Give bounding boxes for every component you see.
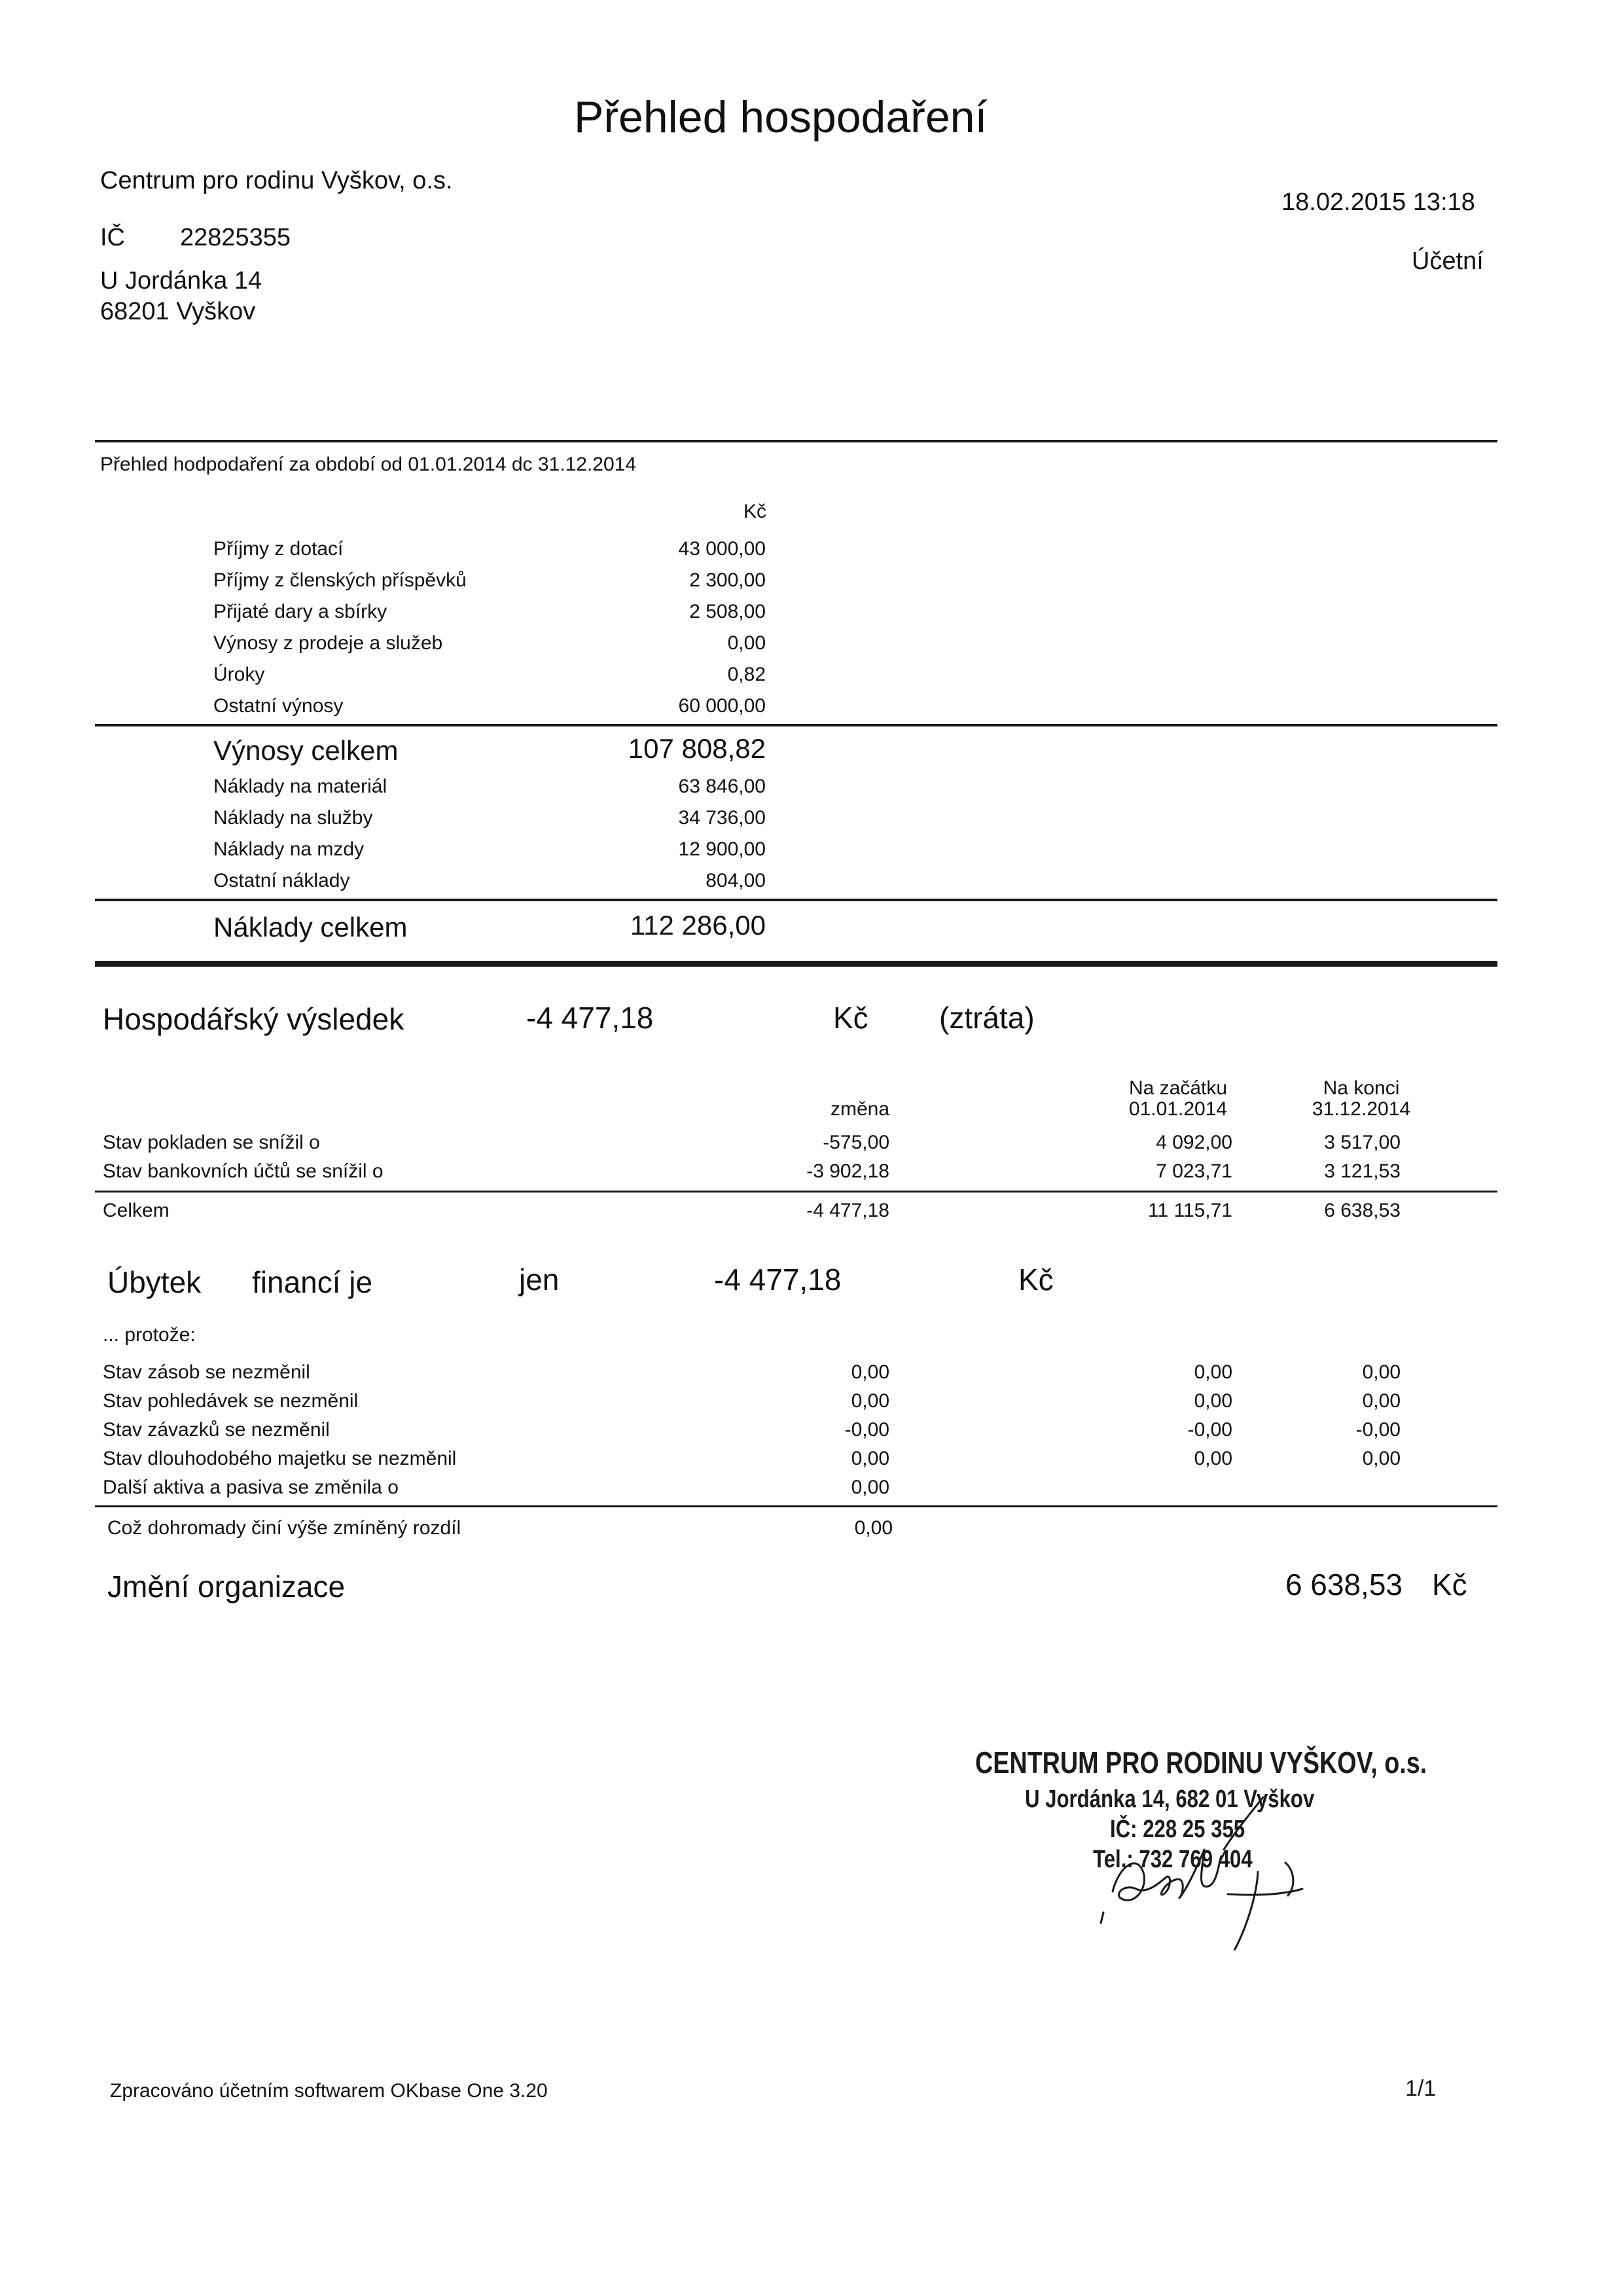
col-start-1: Na začátku <box>1128 1077 1228 1099</box>
revenues-total-value: 107 808,82 <box>628 733 766 764</box>
divider <box>95 899 1497 901</box>
cost-label: Náklady na mzdy <box>213 838 365 860</box>
org-city: 68201 Vyškov <box>100 298 256 325</box>
revenues-total-label: Výnosy celkem <box>213 735 399 766</box>
footer-software: Zpracováno účetním softwarem OKbase One 3.20 <box>110 2080 548 2102</box>
divider <box>95 440 1497 442</box>
explain-total-change: 0,00 <box>854 1517 893 1539</box>
cash-row-label: Stav bankovních účtů se snížil o <box>103 1160 384 1182</box>
explain-row-label: Stav závazků se nezměnil <box>103 1419 330 1441</box>
col-end-2: 31.12.2014 <box>1312 1098 1411 1120</box>
revenue-label: Úroky <box>213 664 265 685</box>
stamp-line-4: Tel.: 732 769 404 <box>1093 1846 1253 1873</box>
explain-row-start: 0,00 <box>1194 1361 1232 1383</box>
revenue-value: 2 508,00 <box>689 601 766 622</box>
decrease-word-2: financí je <box>252 1265 373 1299</box>
divider <box>95 724 1497 726</box>
explain-row-end: -0,00 <box>1355 1419 1401 1441</box>
report-mode: Účetní <box>1412 247 1484 275</box>
cash-row-start: 4 092,00 <box>1156 1132 1232 1153</box>
because-text: ... protože: <box>103 1324 196 1346</box>
revenue-label: Přijaté dary a sbírky <box>213 601 387 622</box>
stamp-line-1: CENTRUM PRO RODINU VYŠKOV, o.s. <box>975 1746 1427 1780</box>
explain-row-change: 0,00 <box>851 1361 889 1383</box>
result-note: (ztráta) <box>939 1001 1035 1035</box>
cash-row-end: 3 121,53 <box>1324 1160 1401 1182</box>
cost-value: 804,00 <box>706 870 766 891</box>
org-ic-value: 22825355 <box>180 224 291 251</box>
cost-value: 63 846,00 <box>678 776 766 797</box>
decrease-currency: Kč <box>1018 1263 1054 1297</box>
cost-label: Náklady na služby <box>213 807 373 829</box>
divider <box>95 1191 1497 1193</box>
revenue-value: 0,00 <box>727 632 766 654</box>
revenue-label: Příjmy z dotací <box>213 538 344 560</box>
cost-value: 34 736,00 <box>678 807 766 829</box>
revenue-value: 2 300,00 <box>689 569 766 591</box>
revenue-value: 43 000,00 <box>678 538 766 560</box>
org-street: U Jordánka 14 <box>100 267 262 295</box>
org-name: Centrum pro rodinu Vyškov, o.s. <box>100 167 453 194</box>
explain-row-change: 0,00 <box>851 1477 889 1498</box>
footer-page-number: 1/1 <box>1405 2076 1437 2101</box>
explain-row-end: 0,00 <box>1362 1448 1401 1469</box>
revenue-label: Příjmy z členských příspěvků <box>213 569 467 591</box>
stamp-line-3: IČ: 228 25 355 <box>1110 1816 1245 1843</box>
cash-row-start: 7 023,71 <box>1156 1160 1232 1182</box>
cost-value: 12 900,00 <box>678 838 766 860</box>
signature <box>975 1734 1420 1950</box>
explain-row-change: 0,00 <box>851 1448 889 1469</box>
divider <box>95 1505 1497 1507</box>
org-ic-label: IČ <box>100 224 125 251</box>
explain-row-label: Stav zásob se nezměnil <box>103 1361 310 1383</box>
explain-row-end: 0,00 <box>1362 1390 1401 1412</box>
explain-row-start: 0,00 <box>1194 1390 1232 1412</box>
result-label: Hospodářský výsledek <box>103 1002 404 1036</box>
explain-row-label: Stav pohledávek se nezměnil <box>103 1390 359 1412</box>
cost-label: Náklady na materiál <box>213 776 387 797</box>
col-change: změna <box>830 1098 889 1120</box>
cash-row-change: -3 902,18 <box>806 1160 889 1182</box>
explain-row-label: Další aktiva a pasiva se změnila o <box>103 1477 399 1498</box>
explain-row-end: 0,00 <box>1362 1361 1401 1383</box>
cash-row-end: 3 517,00 <box>1324 1132 1401 1153</box>
col-start-2: 01.01.2014 <box>1128 1098 1228 1120</box>
result-value: -4 477,18 <box>526 1001 654 1035</box>
equity-currency: Kč <box>1432 1568 1467 1602</box>
costs-total-value: 112 286,00 <box>630 910 766 941</box>
cash-total-end: 6 638,53 <box>1324 1200 1401 1221</box>
explain-row-start: 0,00 <box>1194 1448 1232 1469</box>
equity-value: 6 638,53 <box>1285 1568 1403 1602</box>
revenue-label: Ostatní výnosy <box>213 695 344 717</box>
organization-stamp <box>975 1734 1427 1950</box>
cash-row-label: Stav pokladen se snížil o <box>103 1132 320 1153</box>
explain-row-label: Stav dlouhodobého majetku se nezměnil <box>103 1448 457 1469</box>
result-currency: Kč <box>833 1001 868 1035</box>
decrease-word-1: Úbytek <box>107 1265 202 1299</box>
report-datetime: 18.02.2015 13:18 <box>1281 188 1475 216</box>
explain-total-label: Což dohromady činí výše zmíněný rozdíl <box>107 1517 461 1539</box>
equity-label: Jmění organizace <box>107 1570 346 1604</box>
page-title: Přehled hospodaření <box>574 92 988 142</box>
cash-total-start: 11 115,71 <box>1147 1200 1232 1221</box>
col-end-1: Na konci <box>1323 1077 1400 1099</box>
explain-row-change: -0,00 <box>844 1419 889 1441</box>
cash-total-change: -4 477,18 <box>806 1200 889 1221</box>
stamp-line-2: U Jordánka 14, 682 01 Vyškov <box>1025 1785 1315 1813</box>
currency-header: Kč <box>743 501 767 522</box>
revenue-value: 60 000,00 <box>678 695 766 717</box>
explain-row-change: 0,00 <box>851 1390 889 1412</box>
decrease-word-3: jen <box>519 1263 560 1297</box>
explain-row-start: -0,00 <box>1187 1419 1232 1441</box>
thick-divider <box>95 961 1497 967</box>
revenue-label: Výnosy z prodeje a služeb <box>213 632 443 654</box>
costs-total-label: Náklady celkem <box>213 912 408 942</box>
revenue-value: 0,82 <box>727 664 766 685</box>
cost-label: Ostatní náklady <box>213 870 350 891</box>
period-text: Přehled hodpodaření za období od 01.01.2014 dc 31.12.2014 <box>100 454 637 475</box>
cash-row-change: -575,00 <box>823 1132 889 1153</box>
cash-total-label: Celkem <box>103 1200 170 1221</box>
decrease-value: -4 477,18 <box>714 1263 842 1297</box>
